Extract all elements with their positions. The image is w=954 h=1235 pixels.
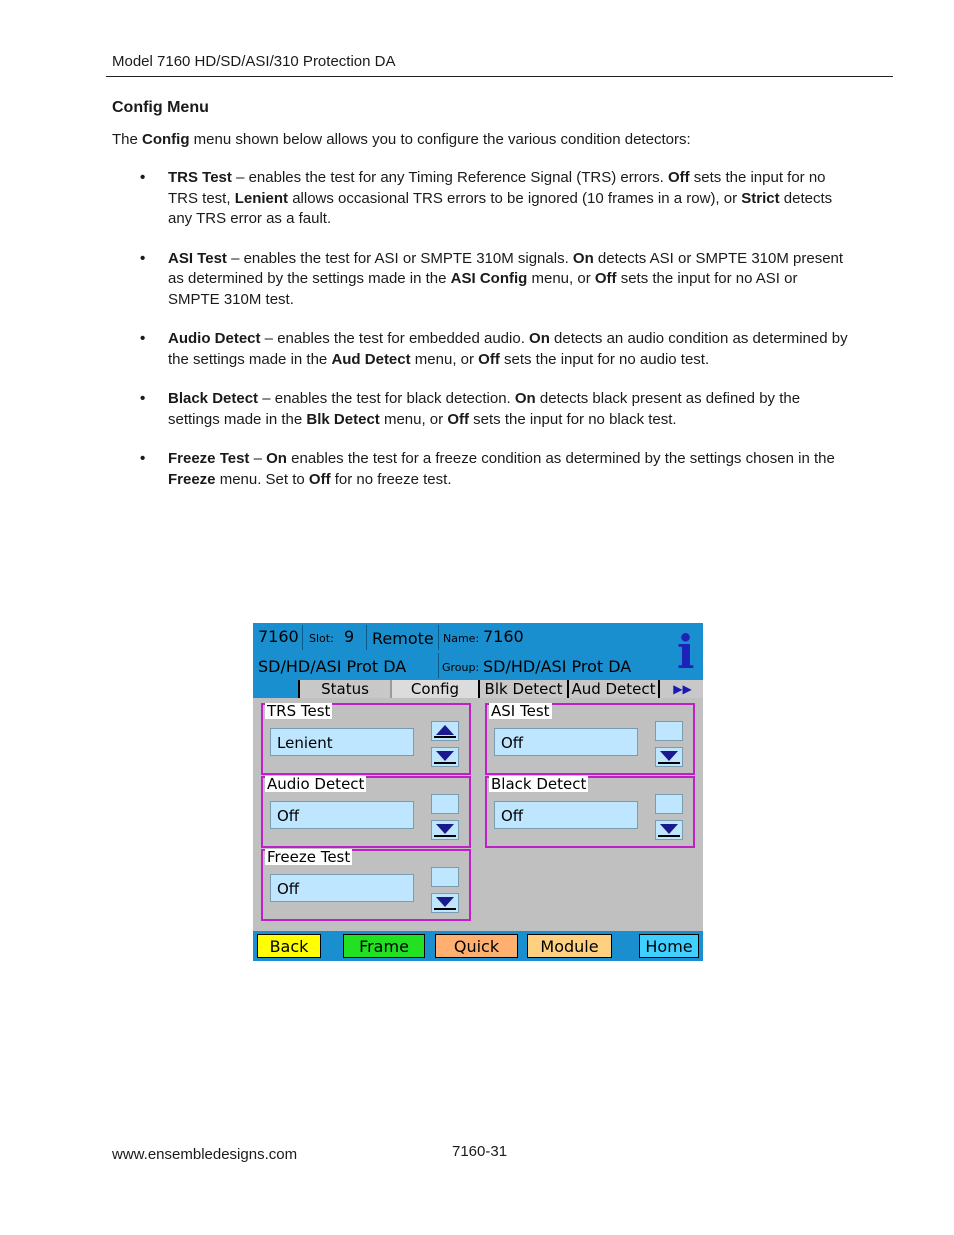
- field-value[interactable]: Off: [494, 728, 638, 756]
- field-value[interactable]: Lenient: [270, 728, 414, 756]
- slot-label: Slot:: [309, 632, 334, 645]
- bullet-term: Strict: [741, 189, 780, 207]
- bullet-dot: •: [140, 330, 146, 347]
- bullet-term: Off: [667, 169, 690, 186]
- bullet-term: Off: [308, 470, 331, 488]
- field-value[interactable]: Off: [270, 801, 414, 829]
- home-button[interactable]: Home: [639, 934, 699, 958]
- bullet-dot: •: [140, 390, 146, 407]
- field-label: ASI Test: [491, 702, 550, 720]
- field-value[interactable]: Off: [494, 801, 638, 829]
- header-divider: [438, 653, 439, 678]
- black-detect-field: [485, 776, 695, 848]
- page-number: 7160-31: [452, 1143, 508, 1160]
- intro-paragraph: The Config menu shown below allows you to configure the various condition detectors:: [112, 131, 691, 148]
- field-value[interactable]: Off: [270, 874, 414, 902]
- tab-blk-detect[interactable]: Blk Detect: [478, 680, 567, 698]
- tab-aud-detect[interactable]: Aud Detect: [567, 680, 658, 698]
- device-type: SD/HD/ASI Prot DA: [258, 657, 407, 676]
- bullet-item: [140, 389, 850, 430]
- up-arrow-button[interactable]: [431, 867, 459, 887]
- bullet-text: menu, or: [410, 350, 479, 368]
- bullet-list: [140, 168, 850, 509]
- bullet-text: – enables the test for ASI or SMPTE 310M signals.: [226, 249, 573, 267]
- field-label: TRS Test: [267, 702, 331, 720]
- bullet-term: Freeze: [168, 470, 216, 488]
- bullet-term: On: [529, 330, 550, 347]
- bullet-term: Off: [447, 410, 469, 428]
- up-arrow-button[interactable]: [431, 721, 459, 741]
- field-label: Audio Detect: [267, 775, 365, 793]
- section-title: Config Menu: [112, 99, 209, 116]
- group-name: SD/HD/ASI Prot DA: [483, 657, 632, 676]
- tab-config[interactable]: Config: [390, 680, 478, 698]
- quick-button[interactable]: Quick: [435, 934, 518, 958]
- bullet-term: On: [572, 249, 594, 267]
- bullet-term: Lenient: [234, 189, 289, 207]
- bullet-text: for no freeze test.: [330, 470, 452, 488]
- bullet-term: Off: [478, 350, 500, 368]
- bullet-text: sets the input for no ASI or SMPTE 310M test.: [168, 270, 798, 308]
- bullet-text: menu. Set to: [215, 470, 309, 488]
- bullet-term: Aud Detect: [331, 350, 411, 368]
- bullet-text: menu, or: [527, 270, 595, 287]
- field-label: Freeze Test: [267, 848, 351, 866]
- bullet-term: ASI Config: [450, 270, 528, 287]
- bullet-term: On: [514, 390, 536, 407]
- up-arrow-button[interactable]: [655, 721, 683, 741]
- group-label: Group:: [442, 661, 480, 674]
- down-arrow-button[interactable]: [431, 747, 459, 767]
- bullet-term: Black Detect: [168, 390, 259, 407]
- bullet-dot: •: [140, 450, 146, 467]
- bullet-text: detects ASI or SMPTE 310M present as determined by the settings made in the: [168, 249, 844, 287]
- module-name: 7160: [483, 627, 524, 646]
- bullet-text: – enables the test for any Timing Reference Signal (TRS) errors.: [231, 169, 668, 186]
- bullet-term: Off: [594, 270, 617, 287]
- bullet-text: – enables the test for embedded audio.: [260, 330, 530, 347]
- bullet-term: Freeze Test: [168, 450, 250, 467]
- bullet-text: detects an audio condition as determined by the settings made in the: [168, 330, 848, 368]
- down-arrow-button[interactable]: [655, 747, 683, 767]
- bullet-text: – enables the test for black detection.: [258, 390, 515, 407]
- bullet-dot: •: [140, 169, 146, 186]
- name-label: Name:: [443, 632, 480, 645]
- up-arrow-button[interactable]: [655, 794, 683, 814]
- down-arrow-button[interactable]: [431, 820, 459, 840]
- header-divider: [366, 625, 367, 650]
- bullet-dot: •: [140, 249, 146, 267]
- double-right-arrow-icon[interactable]: ▶▶: [658, 680, 703, 698]
- bullet-item: [140, 249, 850, 311]
- bullet-item: [140, 168, 850, 230]
- device-screen: [253, 623, 703, 961]
- field-label: Black Detect: [491, 775, 587, 793]
- bullet-item: [140, 329, 850, 370]
- bullet-text: sets the input for no TRS test,: [168, 169, 826, 207]
- header-divider: [438, 625, 439, 650]
- running-header: Model 7160 HD/SD/ASI/310 Protection DA: [112, 53, 396, 70]
- module-button[interactable]: Module: [527, 934, 612, 958]
- bullet-text: sets the input for no audio test.: [499, 350, 710, 368]
- bullet-term: Blk Detect: [306, 410, 380, 428]
- tab-status[interactable]: Status: [298, 680, 390, 698]
- bullet-text: detects any TRS error as a fault.: [168, 189, 833, 227]
- bullet-text: enables the test for a freeze condition as determined by the settings chosen in the: [286, 450, 835, 467]
- freeze-test-field: [261, 849, 471, 921]
- header-rule: [106, 76, 893, 77]
- down-arrow-button[interactable]: [655, 820, 683, 840]
- bullet-term: On: [266, 450, 287, 467]
- control-mode: Remote: [372, 629, 434, 648]
- audio-detect-field: [261, 776, 471, 848]
- model-number: 7160: [258, 627, 299, 646]
- bullet-text: sets the input for no black test.: [468, 410, 677, 428]
- bullet-text: detects black present as defined by the settings made in the: [168, 390, 801, 428]
- footer-url[interactable]: www.ensembledesigns.com: [112, 1146, 298, 1163]
- bullet-text: menu, or: [379, 410, 448, 428]
- back-button[interactable]: Back: [257, 934, 321, 958]
- header-divider: [302, 625, 303, 650]
- bullet-term: TRS Test: [168, 169, 232, 186]
- bullet-term: ASI Test: [168, 249, 227, 267]
- bullet-text: allows occasional TRS errors to be ignored (10 frames in a row), or: [288, 189, 742, 207]
- info-icon[interactable]: i: [677, 625, 695, 679]
- bullet-item: [140, 449, 850, 490]
- trs-test-field: [261, 703, 471, 775]
- down-arrow-button[interactable]: [431, 893, 459, 913]
- up-arrow-button[interactable]: [431, 794, 459, 814]
- frame-button[interactable]: Frame: [343, 934, 425, 958]
- slot-number: 9: [344, 627, 355, 646]
- bullet-term: Audio Detect: [168, 330, 261, 347]
- bullet-text: –: [249, 450, 267, 467]
- asi-test-field: [485, 703, 695, 775]
